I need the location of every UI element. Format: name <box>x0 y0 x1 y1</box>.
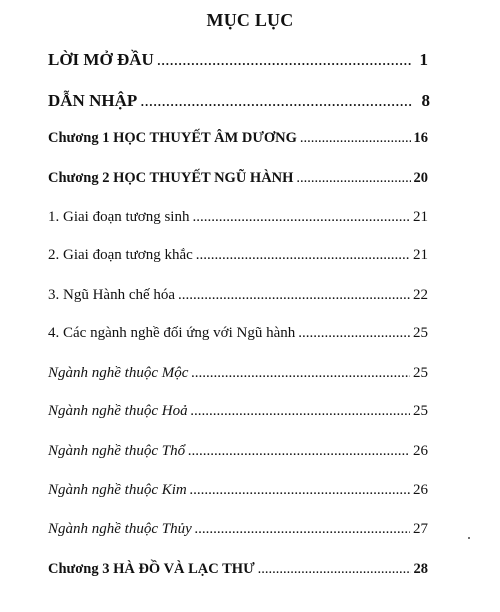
toc-entry-page: 28 <box>413 561 428 577</box>
toc-leader-dots <box>195 521 410 538</box>
toc-entry-label: Ngành nghề thuộc Thủy <box>48 521 192 537</box>
toc-leader-dots <box>178 287 410 304</box>
toc-entry-page: 16 <box>413 130 428 146</box>
toc-leader-dots <box>296 170 410 187</box>
toc-entry-page: 1 <box>419 50 428 69</box>
toc-entry-page: 20 <box>413 170 428 186</box>
toc-entry-label: Chương 1 HỌC THUYẾT ÂM DƯƠNG <box>48 130 297 146</box>
toc-entry-label: 3. Ngũ Hành chế hóa <box>48 287 176 303</box>
toc-entry-page: 25 <box>413 325 428 341</box>
toc-entry-kim <box>48 482 428 499</box>
toc-entry-chuong-2 <box>48 170 428 187</box>
toc-entry-label: Ngành nghề thuộc Mộc <box>48 365 189 381</box>
toc-entry-hoa <box>48 403 428 420</box>
toc-entry-label: Ngành nghề thuộc Thổ <box>48 443 186 459</box>
toc-entry-section-1 <box>48 209 428 226</box>
toc-leader-dots <box>157 50 411 70</box>
toc-entry-moc <box>48 365 428 382</box>
scan-speck <box>468 537 470 539</box>
toc-entry-page: 21 <box>413 247 428 263</box>
toc-entry-loi-mo-dau <box>48 50 428 70</box>
toc-entry-chuong-3 <box>48 561 428 578</box>
toc-leader-dots <box>300 130 411 147</box>
toc-leader-dots <box>191 365 410 382</box>
toc-title: MỤC LỤC <box>206 10 294 30</box>
toc-entry-page: 22 <box>413 287 428 303</box>
toc-entry-page: 26 <box>413 482 428 498</box>
toc-entry-label: Ngành nghề thuộc Kim <box>48 482 187 498</box>
toc-leader-dots <box>196 247 410 264</box>
toc-entry-section-4 <box>48 325 428 342</box>
toc-entry-tho <box>48 443 428 460</box>
toc-entry-label: 4. Các ngành nghề đối ứng với Ngũ hành <box>48 325 296 341</box>
toc-entry-label: LỜI MỞ ĐẦU <box>48 50 154 69</box>
toc-leader-dots <box>192 209 410 226</box>
toc-entry-page: 8 <box>421 91 430 110</box>
toc-entry-page: 25 <box>413 365 428 381</box>
toc-entry-page: 27 <box>413 521 428 537</box>
toc-entry-thuy <box>48 521 428 538</box>
toc-entry-page: 21 <box>413 209 428 225</box>
toc-entry-label: Chương 3 HÀ ĐỒ VÀ LẠC THƯ <box>48 561 255 577</box>
toc-entry-dan-nhap <box>48 91 430 111</box>
toc-entry-label: 2. Giai đoạn tương khắc <box>48 247 193 263</box>
toc-entry-label: 1. Giai đoạn tương sinh <box>48 209 190 225</box>
toc-leader-dots <box>298 325 410 342</box>
toc-entry-label: Ngành nghề thuộc Hoả <box>48 403 188 419</box>
toc-entry-section-3 <box>48 287 428 304</box>
toc-leader-dots <box>140 91 413 111</box>
toc-entry-label: DẪN NHẬP <box>48 91 138 110</box>
toc-leader-dots <box>190 482 410 499</box>
toc-entry-section-2 <box>48 247 428 264</box>
toc-entry-label: Chương 2 HỌC THUYẾT NGŨ HÀNH <box>48 170 294 186</box>
toc-leader-dots <box>188 443 410 460</box>
toc-leader-dots <box>191 403 410 420</box>
toc-entry-chuong-1 <box>48 130 428 147</box>
toc-leader-dots <box>258 561 411 578</box>
toc-entry-page: 26 <box>413 443 428 459</box>
toc-entry-page: 25 <box>413 403 428 419</box>
